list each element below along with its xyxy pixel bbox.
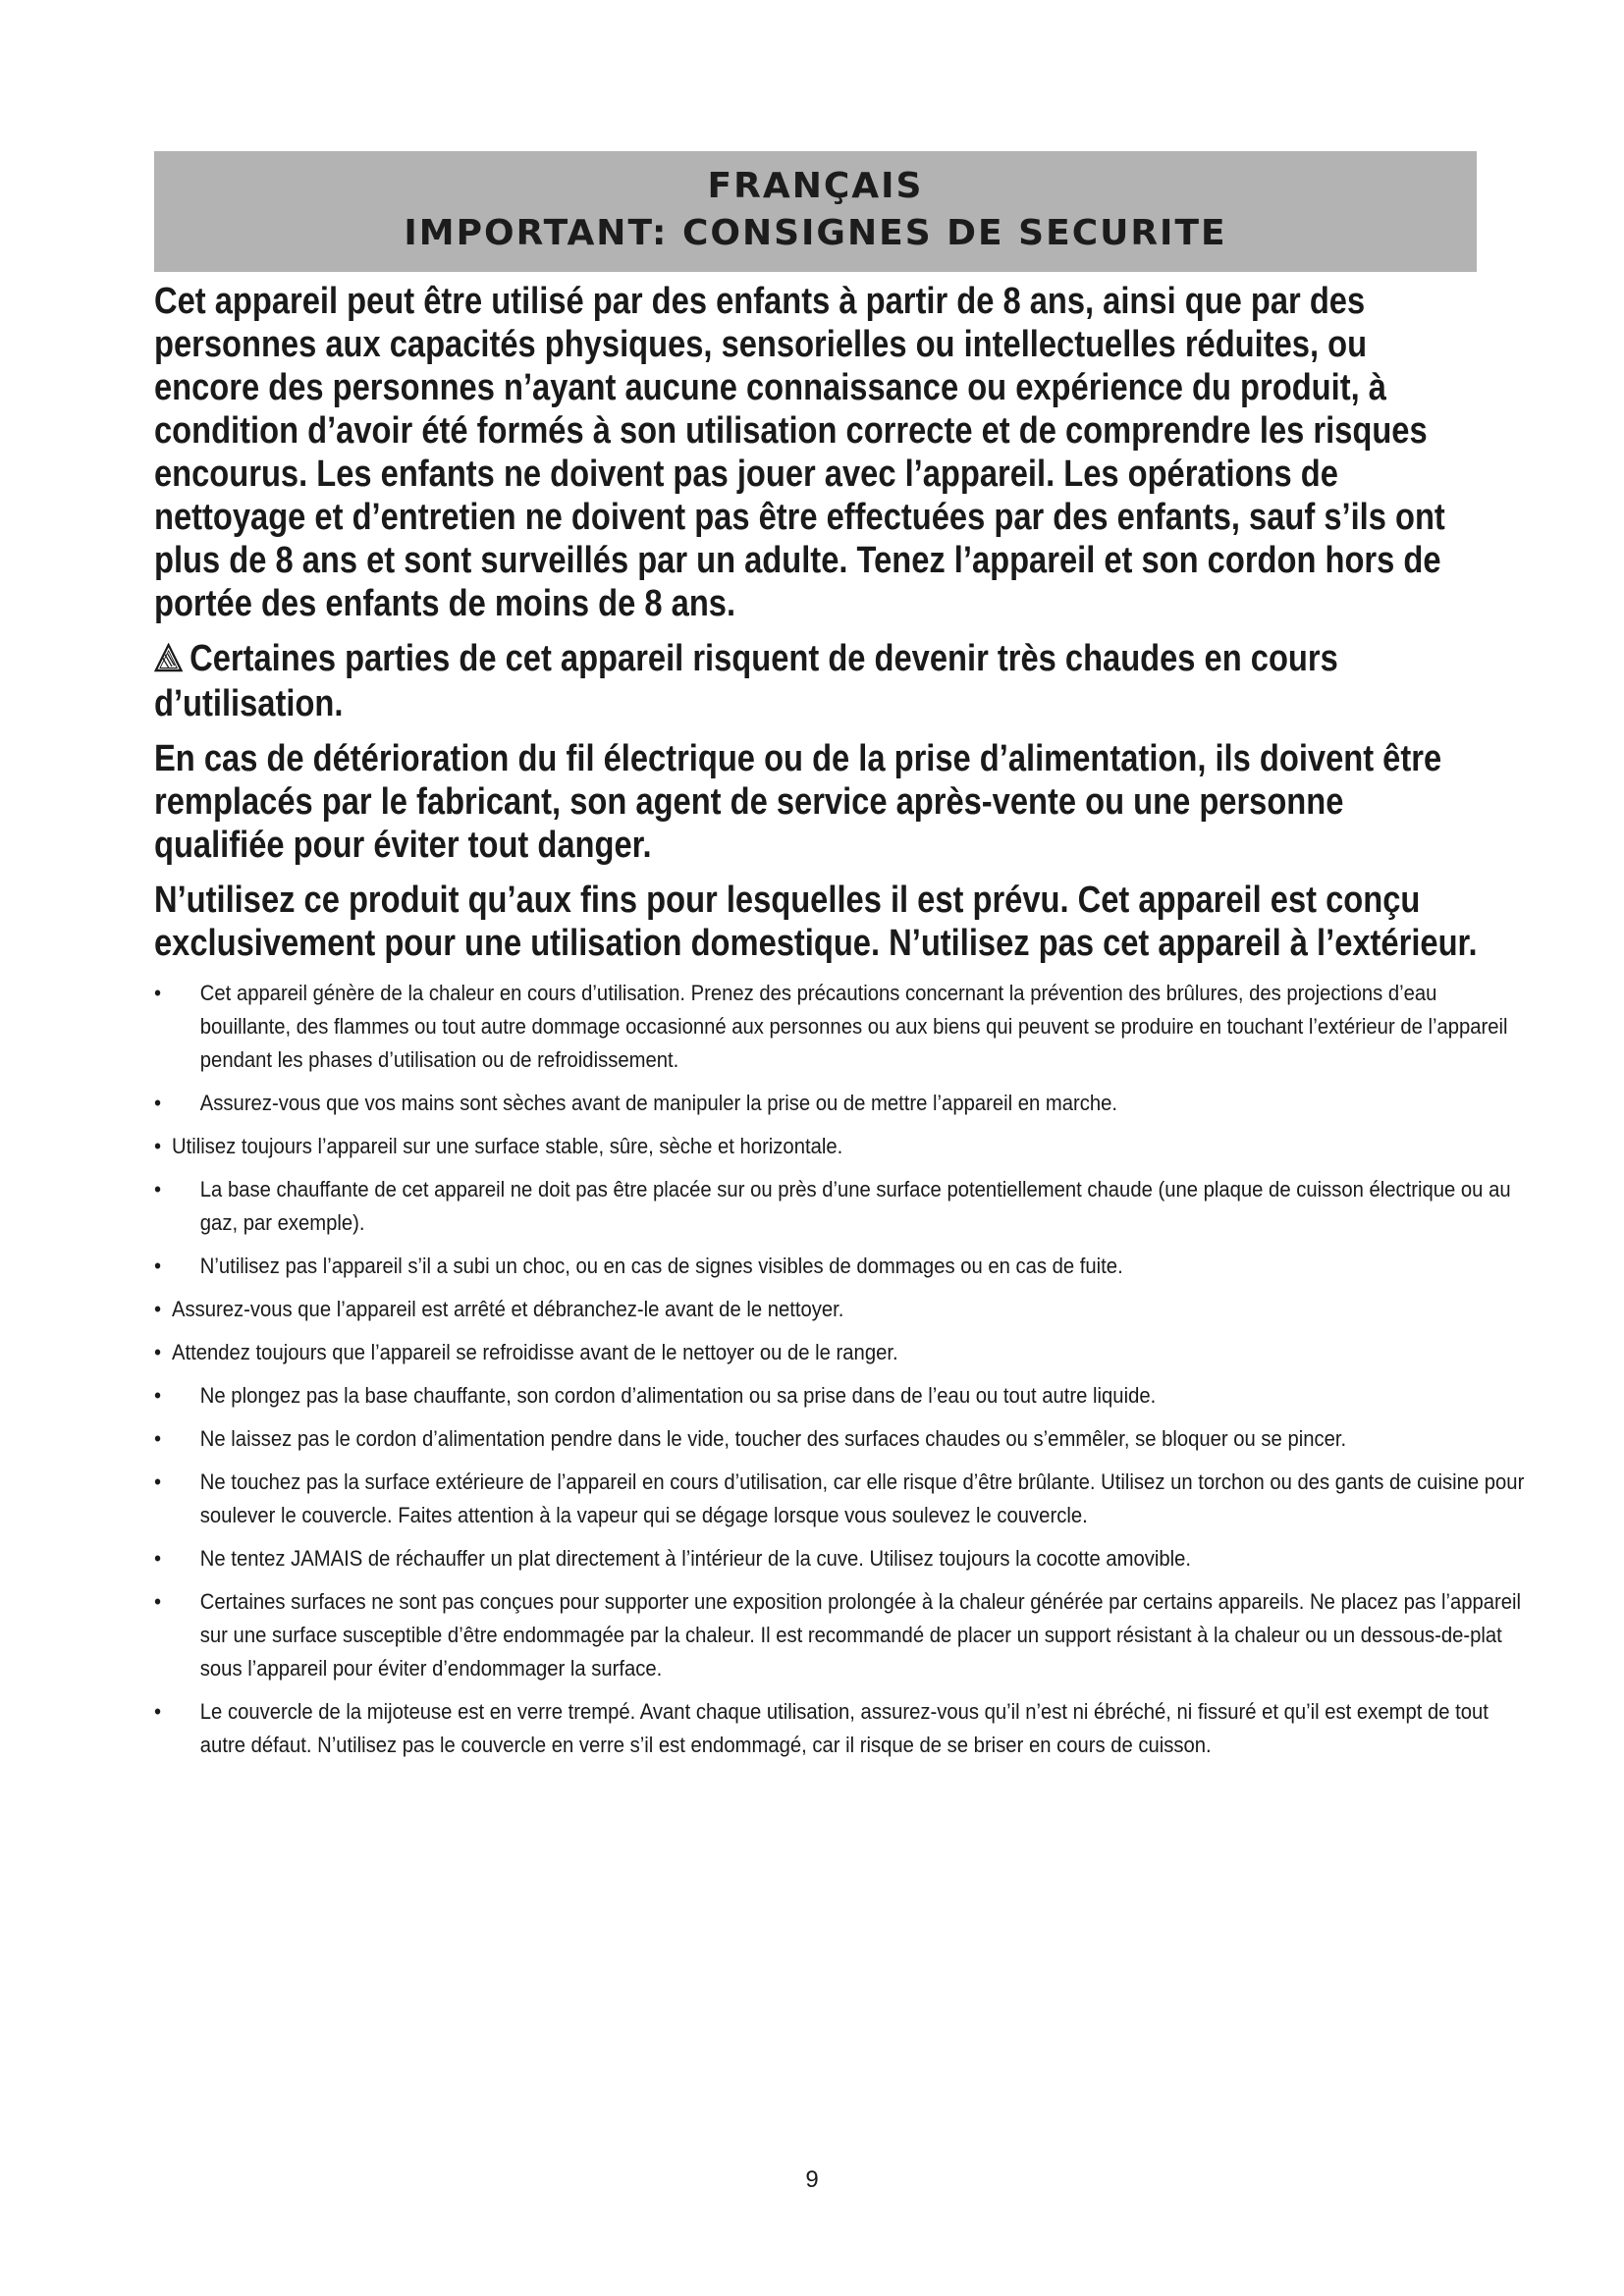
list-item: • Ne tentez JAMAIS de réchauffer un plat directement à l’intérieur de la cuve. Utilisez toujours la cocotte amovible. (154, 1546, 1192, 1571)
list-item: • Le couvercle de la mijoteuse est en verre trempé. Avant chaque utilisation, assurez-vous qu’il n’est ni ébréché, ni fissuré et qu’il est exempt de tout autre défaut. N’utilisez pas le couvercle en verre s’il est endommagé, car il risque de se briser en cours de cuisson. (154, 1699, 1489, 1757)
paragraph-hot-surfaces (154, 637, 1480, 725)
page-number: 9 (805, 2166, 819, 2193)
warning-triangle-icon (154, 639, 183, 682)
list-item: • Assurez-vous que vos mains sont sèches avant de manipuler la prise ou de mettre l’appareil en marche. (154, 1091, 1118, 1115)
document-body (154, 280, 1525, 1772)
list-item: • Utilisez toujours l’appareil sur une surface stable, sûre, sèche et horizontale. (154, 1134, 843, 1158)
language-heading: FRANÇAIS (707, 166, 924, 206)
list-item: • Assurez-vous que l’appareil est arrêté et débranchez-le avant de le nettoyer. (154, 1297, 844, 1321)
paragraph-hot-surfaces-text: Certaines parties de cet appareil risquent de devenir très chaudes en cours d’utilisation. (154, 638, 1338, 724)
list-item: • La base chauffante de cet appareil ne doit pas être placée sur ou près d’une surface potentiellement chaude (une plaque de cuisson électrique ou au gaz, par exemple). (154, 1177, 1511, 1235)
section-header (154, 151, 1477, 272)
safety-bullet-list (154, 977, 1525, 1762)
list-item: • Ne plongez pas la base chauffante, son cordon d’alimentation ou sa prise dans de l’eau ou tout autre liquide. (154, 1383, 1157, 1408)
list-item: • Certaines surfaces ne sont pas conçues pour supporter une exposition prolongée à la chaleur générée par certains appareils. Ne placez pas l’appareil sur une surface susceptible d’être endommagée par la chaleur. Il est recommandé de placer un support résistant à la chaleur ou un dessous-de-plat sous l’appareil pour éviter d’endommager la surface. (154, 1589, 1522, 1681)
safety-title: IMPORTANT: CONSIGNES DE SECURITE (404, 213, 1227, 253)
paragraph-domestic-use: N’utilisez ce produit qu’aux fins pour lesquelles il est prévu. Cet appareil est conçu exclusivement pour une utilisation domestique. N’utilisez pas cet appareil à l’extérieur. (154, 880, 1478, 964)
list-item: • Ne laissez pas le cordon d’alimentation pendre dans le vide, toucher des surfaces chaudes ou s’emmêler, se bloquer ou se pincer. (154, 1426, 1347, 1451)
list-item: • N’utilisez pas l’appareil s’il a subi un choc, ou en cas de signes visibles de dommages ou en cas de fuite. (154, 1254, 1123, 1278)
paragraph-children-usage: Cet appareil peut être utilisé par des enfants à partir de 8 ans, ainsi que par des personnes aux capacités physiques, sensorielles ou intellectuelles réduites, ou encore des personnes n’ayant aucune connaissance ou expérience du produit, à condition d’avoir été formés à son utilisation correcte et de comprendre les risques encourus. Les enfants ne doivent pas jouer avec l’appareil. Les opérations de nettoyage et d’entretien ne doivent pas être effectuées par des enfants, sauf s’ils ont plus de 8 ans et sont surveillés par un adulte. Tenez l’appareil et son cordon hors de portée des enfants de moins de 8 ans. (154, 281, 1445, 624)
list-item: • Cet appareil génère de la chaleur en cours d’utilisation. Prenez des précautions concernant la prévention des brûlures, des projections d’eau bouillante, des flammes ou tout autre dommage occasionné aux personnes ou aux biens qui peuvent se produire en touchant l’extérieur de l’appareil pendant les phases d’utilisation ou de refroidissement. (154, 981, 1508, 1072)
paragraph-cord-damage: En cas de détérioration du fil électrique ou de la prise d’alimentation, ils doivent être remplacés par le fabricant, son agent de service après-vente ou une personne qualifiée pour éviter tout danger. (154, 738, 1442, 866)
list-item: • Ne touchez pas la surface extérieure de l’appareil en cours d’utilisation, car elle risque d’être brûlante. Utilisez un torchon ou des gants de cuisine pour soulever le couvercle. Faites attention à la vapeur qui se dégage lorsque vous soulevez le couvercle. (154, 1469, 1525, 1527)
list-item: • Attendez toujours que l’appareil se refroidisse avant de le nettoyer ou de le ranger. (154, 1340, 898, 1364)
